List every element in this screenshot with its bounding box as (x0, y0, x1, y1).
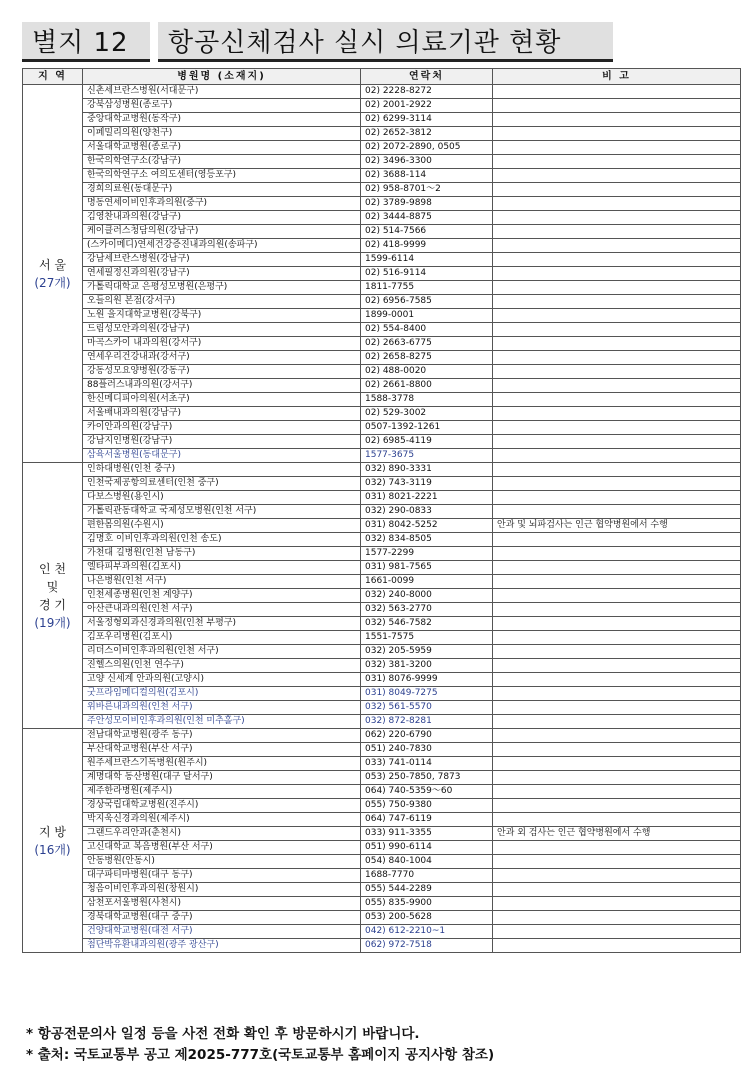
remark (493, 491, 741, 505)
table-row (23, 113, 741, 127)
remark (493, 813, 741, 827)
phone-number: 1688-7770 (361, 869, 493, 883)
remark (493, 113, 741, 127)
phone-number: 1588-3778 (361, 393, 493, 407)
table-row (23, 673, 741, 687)
table-row (23, 225, 741, 239)
phone-number: 033) 911-3355 (361, 827, 493, 841)
region-cell (23, 729, 83, 953)
hospital-name: 한국의학연구소 여의도센터(영등포구) (83, 169, 361, 183)
remark (493, 603, 741, 617)
phone-number: 02) 958-8701～2 (361, 183, 493, 197)
phone-number: 1661-0099 (361, 575, 493, 589)
remark (493, 477, 741, 491)
phone-number: 02) 418-9999 (361, 239, 493, 253)
remark (493, 897, 741, 911)
phone-number: 02) 6299-3114 (361, 113, 493, 127)
header-note: 비 고 (493, 69, 741, 85)
phone-number: 042) 612-2210~1 (361, 925, 493, 939)
table-row (23, 477, 741, 491)
remark (493, 183, 741, 197)
table-row (23, 841, 741, 855)
remark (493, 701, 741, 715)
table-row (23, 813, 741, 827)
table-row (23, 211, 741, 225)
remark (493, 771, 741, 785)
hospital-name: 편한몸의원(수원시) (83, 519, 361, 533)
remark (493, 309, 741, 323)
phone-number: 02) 2658-8275 (361, 351, 493, 365)
phone-number: 053) 200-5628 (361, 911, 493, 925)
hospital-name: 주안성모이비인후과의원(인천 미추홀구) (83, 715, 361, 729)
remark (493, 253, 741, 267)
remark (493, 743, 741, 757)
table-row (23, 505, 741, 519)
phone-number: 032) 743-3119 (361, 477, 493, 491)
remark (493, 855, 741, 869)
hospital-name: 강북삼성병원(종로구) (83, 99, 361, 113)
remark (493, 631, 741, 645)
hospital-name: 굿프라임메디컬의원(김포시) (83, 687, 361, 701)
hospital-name: 강동성모요양병원(강동구) (83, 365, 361, 379)
hospital-name: 리더스이비인후과의원(인천 서구) (83, 645, 361, 659)
remark (493, 505, 741, 519)
phone-number: 033) 741-0114 (361, 757, 493, 771)
remark (493, 841, 741, 855)
remark (493, 757, 741, 771)
hospital-name: 김포우리병원(김포시) (83, 631, 361, 645)
phone-number: 031) 8076-9999 (361, 673, 493, 687)
phone-number: 032) 290-0833 (361, 505, 493, 519)
phone-number: 054) 840-1004 (361, 855, 493, 869)
remark (493, 575, 741, 589)
region-count: (27개) (34, 275, 71, 290)
table-row (23, 239, 741, 253)
table-row (23, 743, 741, 757)
region-name: 서 울 (39, 257, 66, 272)
table-row (23, 659, 741, 673)
table-row (23, 365, 741, 379)
phone-number: 032) 890-3331 (361, 463, 493, 477)
table-row (23, 589, 741, 603)
phone-number: 032) 240-8000 (361, 589, 493, 603)
phone-number: 032) 872-8281 (361, 715, 493, 729)
hospital-name: 이페밀리의원(양천구) (83, 127, 361, 141)
table-row (23, 407, 741, 421)
phone-number: 055) 835-9900 (361, 897, 493, 911)
hospital-name: 88플러스내과의원(강서구) (83, 379, 361, 393)
table-row (23, 883, 741, 897)
page-title: 항공신체검사 실시 의료기관 현황 (158, 22, 613, 62)
table-row (23, 295, 741, 309)
remark (493, 225, 741, 239)
table-row (23, 911, 741, 925)
phone-number: 062) 972-7518 (361, 939, 493, 953)
remark (493, 281, 741, 295)
phone-number: 02) 2652-3812 (361, 127, 493, 141)
phone-number: 032) 381-3200 (361, 659, 493, 673)
hospital-name: 강남세브란스병원(강남구) (83, 253, 361, 267)
remark (493, 155, 741, 169)
phone-number: 032) 546-7582 (361, 617, 493, 631)
phone-number: 1899-0001 (361, 309, 493, 323)
hospital-name: 인하대병원(인천 중구) (83, 463, 361, 477)
hospital-name: 계명대학 동산병원(대구 달서구) (83, 771, 361, 785)
table-row (23, 785, 741, 799)
attachment-badge: 별지 12 (22, 22, 150, 62)
table-row (23, 197, 741, 211)
remark (493, 393, 741, 407)
region-name: 인 천 (39, 561, 66, 576)
table-row (23, 393, 741, 407)
table-row (23, 729, 741, 743)
remark: 안과 및 뇌파검사는 인근 협약병원에서 수행 (493, 519, 741, 533)
table-row (23, 799, 741, 813)
phone-number: 02) 554-8400 (361, 323, 493, 337)
remark (493, 729, 741, 743)
remark (493, 323, 741, 337)
hospital-name: (스카이메디)연세건강증진내과의원(송파구) (83, 239, 361, 253)
region-count: (19개) (34, 615, 71, 630)
phone-number: 02) 516-9114 (361, 267, 493, 281)
region-name: 경 기 (39, 597, 66, 612)
phone-number: 02) 3789-9898 (361, 197, 493, 211)
phone-number: 1577-3675 (361, 449, 493, 463)
phone-number: 055) 750-9380 (361, 799, 493, 813)
remark (493, 533, 741, 547)
phone-number: 02) 2072-2890, 0505 (361, 141, 493, 155)
hospital-name: 서울배내과의원(강남구) (83, 407, 361, 421)
hospital-name: 연세필정신과의원(강남구) (83, 267, 361, 281)
phone-number: 02) 6985-4119 (361, 435, 493, 449)
phone-number: 032) 561-5570 (361, 701, 493, 715)
phone-number: 02) 514-7566 (361, 225, 493, 239)
phone-number: 02) 2228-8272 (361, 85, 493, 99)
phone-number: 02) 488-0020 (361, 365, 493, 379)
remark (493, 85, 741, 99)
hospital-name: 전남대학교병원(광주 동구) (83, 729, 361, 743)
remark (493, 645, 741, 659)
table-row (23, 351, 741, 365)
hospital-name: 아산큰내과의원(인천 서구) (83, 603, 361, 617)
table-row (23, 281, 741, 295)
hospital-name: 경희의료원(동대문구) (83, 183, 361, 197)
table-row (23, 687, 741, 701)
hospital-table (22, 68, 741, 953)
hospital-name: 명동연세이비인후과의원(중구) (83, 197, 361, 211)
hospital-name: 가톨릭대학교 은평성모병원(은평구) (83, 281, 361, 295)
region-cell (23, 85, 83, 463)
hospital-name: 오들의원 본점(강서구) (83, 295, 361, 309)
phone-number: 055) 544-2289 (361, 883, 493, 897)
remark (493, 239, 741, 253)
table-row (23, 127, 741, 141)
hospital-name: 부산대학교병원(부산 서구) (83, 743, 361, 757)
remark (493, 407, 741, 421)
table-row (23, 897, 741, 911)
table-row (23, 603, 741, 617)
table-row (23, 379, 741, 393)
phone-number: 032) 205-5959 (361, 645, 493, 659)
remark (493, 127, 741, 141)
remark (493, 659, 741, 673)
hospital-name: 노원 을지대학교병원(강북구) (83, 309, 361, 323)
phone-number: 02) 2001-2922 (361, 99, 493, 113)
phone-number: 1551-7575 (361, 631, 493, 645)
remark (493, 589, 741, 603)
table-row (23, 421, 741, 435)
phone-number: 02) 2663-6775 (361, 337, 493, 351)
phone-number: 031) 8049-7275 (361, 687, 493, 701)
remark (493, 351, 741, 365)
remark (493, 715, 741, 729)
phone-number: 1599-6114 (361, 253, 493, 267)
phone-number: 02) 2661-8800 (361, 379, 493, 393)
remark (493, 449, 741, 463)
hospital-name: 삼천포서울병원(사천시) (83, 897, 361, 911)
hospital-name: 마곡스카이 내과의원(강서구) (83, 337, 361, 351)
remark (493, 99, 741, 113)
hospital-name: 중앙대학교병원(동작구) (83, 113, 361, 127)
table-row (23, 267, 741, 281)
remark (493, 421, 741, 435)
table-row (23, 771, 741, 785)
remark (493, 295, 741, 309)
hospital-name: 나은병원(인천 서구) (83, 575, 361, 589)
region-name: 지 방 (39, 824, 66, 839)
table-row (23, 855, 741, 869)
hospital-name: 위바른내과의원(인천 서구) (83, 701, 361, 715)
table-row (23, 323, 741, 337)
phone-number: 02) 6956-7585 (361, 295, 493, 309)
hospital-name: 가톨릭관동대학교 국제성모병원(인천 서구) (83, 505, 361, 519)
table-row (23, 169, 741, 183)
table-row (23, 435, 741, 449)
remark (493, 911, 741, 925)
remark: 안과 외 검사는 인근 협약병원에서 수행 (493, 827, 741, 841)
remark (493, 547, 741, 561)
table-row (23, 463, 741, 477)
remark (493, 435, 741, 449)
hospital-name: 가천대 길병원(인천 남동구) (83, 547, 361, 561)
phone-number: 1811-7755 (361, 281, 493, 295)
footnote-schedule: * 항공전문의사 일정 등을 사전 전화 확인 후 방문하시기 바랍니다. (26, 1026, 420, 1042)
hospital-name: 케이클러스청담의원(강남구) (83, 225, 361, 239)
hospital-name: 박지욱신경과의원(제주시) (83, 813, 361, 827)
remark (493, 869, 741, 883)
table-row (23, 939, 741, 953)
hospital-name: 제주한라병원(제주시) (83, 785, 361, 799)
footnote-source: * 출처: 국토교통부 공고 제2025-777호(국토교통부 홈페이지 공지사항 참조) (26, 1047, 495, 1063)
table-row (23, 519, 741, 533)
table-row (23, 183, 741, 197)
phone-number: 032) 834-8505 (361, 533, 493, 547)
table-row (23, 309, 741, 323)
phone-number: 051) 240-7830 (361, 743, 493, 757)
hospital-name: 드림성모안과의원(강남구) (83, 323, 361, 337)
phone-number: 02) 3496-3300 (361, 155, 493, 169)
remark (493, 141, 741, 155)
phone-number: 062) 220-6790 (361, 729, 493, 743)
header-hospital: 병원명 (소재지) (83, 69, 361, 85)
table-row (23, 141, 741, 155)
hospital-name: 원주세브란스기독병원(원주시) (83, 757, 361, 771)
hospital-name: 엘타피부과의원(김포시) (83, 561, 361, 575)
hospital-name: 첨단박유환내과의원(광주 광산구) (83, 939, 361, 953)
hospital-name: 한신메디피아의원(서초구) (83, 393, 361, 407)
remark (493, 365, 741, 379)
remark (493, 169, 741, 183)
hospital-name: 그랜드우리안과(춘천시) (83, 827, 361, 841)
table-row (23, 547, 741, 561)
hospital-name: 고신대학교 복음병원(부산 서구) (83, 841, 361, 855)
remark (493, 267, 741, 281)
footnotes (26, 1024, 494, 1066)
table-row (23, 449, 741, 463)
hospital-name: 김명호 이비인후과의원(인천 송도) (83, 533, 361, 547)
remark (493, 939, 741, 953)
hospital-name: 고양 신세계 안과의원(고양시) (83, 673, 361, 687)
hospital-name: 안동병원(안동시) (83, 855, 361, 869)
phone-number: 02) 3444-8875 (361, 211, 493, 225)
table-row (23, 645, 741, 659)
remark (493, 337, 741, 351)
region-name: 및 (46, 579, 59, 594)
remark (493, 211, 741, 225)
hospital-name: 삼육서울병원(동대문구) (83, 449, 361, 463)
table-row (23, 925, 741, 939)
hospital-name: 연세우리건강내과(강서구) (83, 351, 361, 365)
table-row (23, 631, 741, 645)
region-count: (16개) (34, 842, 71, 857)
phone-number: 031) 8021-2221 (361, 491, 493, 505)
remark (493, 617, 741, 631)
hospital-name: 대구파티마병원(대구 동구) (83, 869, 361, 883)
remark (493, 379, 741, 393)
phone-number: 051) 990-6114 (361, 841, 493, 855)
hospital-name: 인천세종병원(인천 계양구) (83, 589, 361, 603)
hospital-name: 강남지인병원(강남구) (83, 435, 361, 449)
hospital-name: 건양대학교병원(대전 서구) (83, 925, 361, 939)
table-header-row (23, 69, 741, 85)
hospital-name: 서울정형외과신경과의원(인천 부평구) (83, 617, 361, 631)
phone-number: 0507-1392-1261 (361, 421, 493, 435)
hospital-name: 다보스병원(용인시) (83, 491, 361, 505)
table-row (23, 715, 741, 729)
hospital-name: 카이안과의원(강남구) (83, 421, 361, 435)
table-row (23, 617, 741, 631)
table-row (23, 701, 741, 715)
phone-number: 064) 747-6119 (361, 813, 493, 827)
hospital-name: 한국의학연구소(강남구) (83, 155, 361, 169)
remark (493, 463, 741, 477)
remark (493, 799, 741, 813)
remark (493, 197, 741, 211)
table-row (23, 337, 741, 351)
phone-number: 1577-2299 (361, 547, 493, 561)
phone-number: 064) 740-5359～60 (361, 785, 493, 799)
table-row (23, 827, 741, 841)
hospital-name: 진헬스의원(인천 연수구) (83, 659, 361, 673)
hospital-name: 서울대학교병원(종로구) (83, 141, 361, 155)
table-row (23, 869, 741, 883)
table-row (23, 85, 741, 99)
hospital-name: 신촌세브란스병원(서대문구) (83, 85, 361, 99)
hospital-name: 청음이비인후과의원(창원시) (83, 883, 361, 897)
hospital-name: 인천국제공항의료센터(인천 중구) (83, 477, 361, 491)
title-bar (22, 18, 613, 62)
region-cell (23, 463, 83, 729)
phone-number: 053) 250-7850, 7873 (361, 771, 493, 785)
table-row (23, 757, 741, 771)
phone-number: 031) 8042-5252 (361, 519, 493, 533)
table-row (23, 491, 741, 505)
phone-number: 02) 3688-114 (361, 169, 493, 183)
phone-number: 02) 529-3002 (361, 407, 493, 421)
remark (493, 925, 741, 939)
remark (493, 687, 741, 701)
phone-number: 032) 563-2770 (361, 603, 493, 617)
hospital-name: 경상국립대학교병원(진주시) (83, 799, 361, 813)
table-row (23, 561, 741, 575)
table-row (23, 155, 741, 169)
table-row (23, 533, 741, 547)
remark (493, 673, 741, 687)
remark (493, 561, 741, 575)
table-row (23, 99, 741, 113)
hospital-name: 김영찬내과의원(강남구) (83, 211, 361, 225)
header-region: 지 역 (23, 69, 83, 85)
table-body (23, 85, 741, 953)
header-phone: 연락처 (361, 69, 493, 85)
remark (493, 785, 741, 799)
phone-number: 031) 981-7565 (361, 561, 493, 575)
table-row (23, 575, 741, 589)
table-row (23, 253, 741, 267)
hospital-name: 경북대학교병원(대구 중구) (83, 911, 361, 925)
remark (493, 883, 741, 897)
